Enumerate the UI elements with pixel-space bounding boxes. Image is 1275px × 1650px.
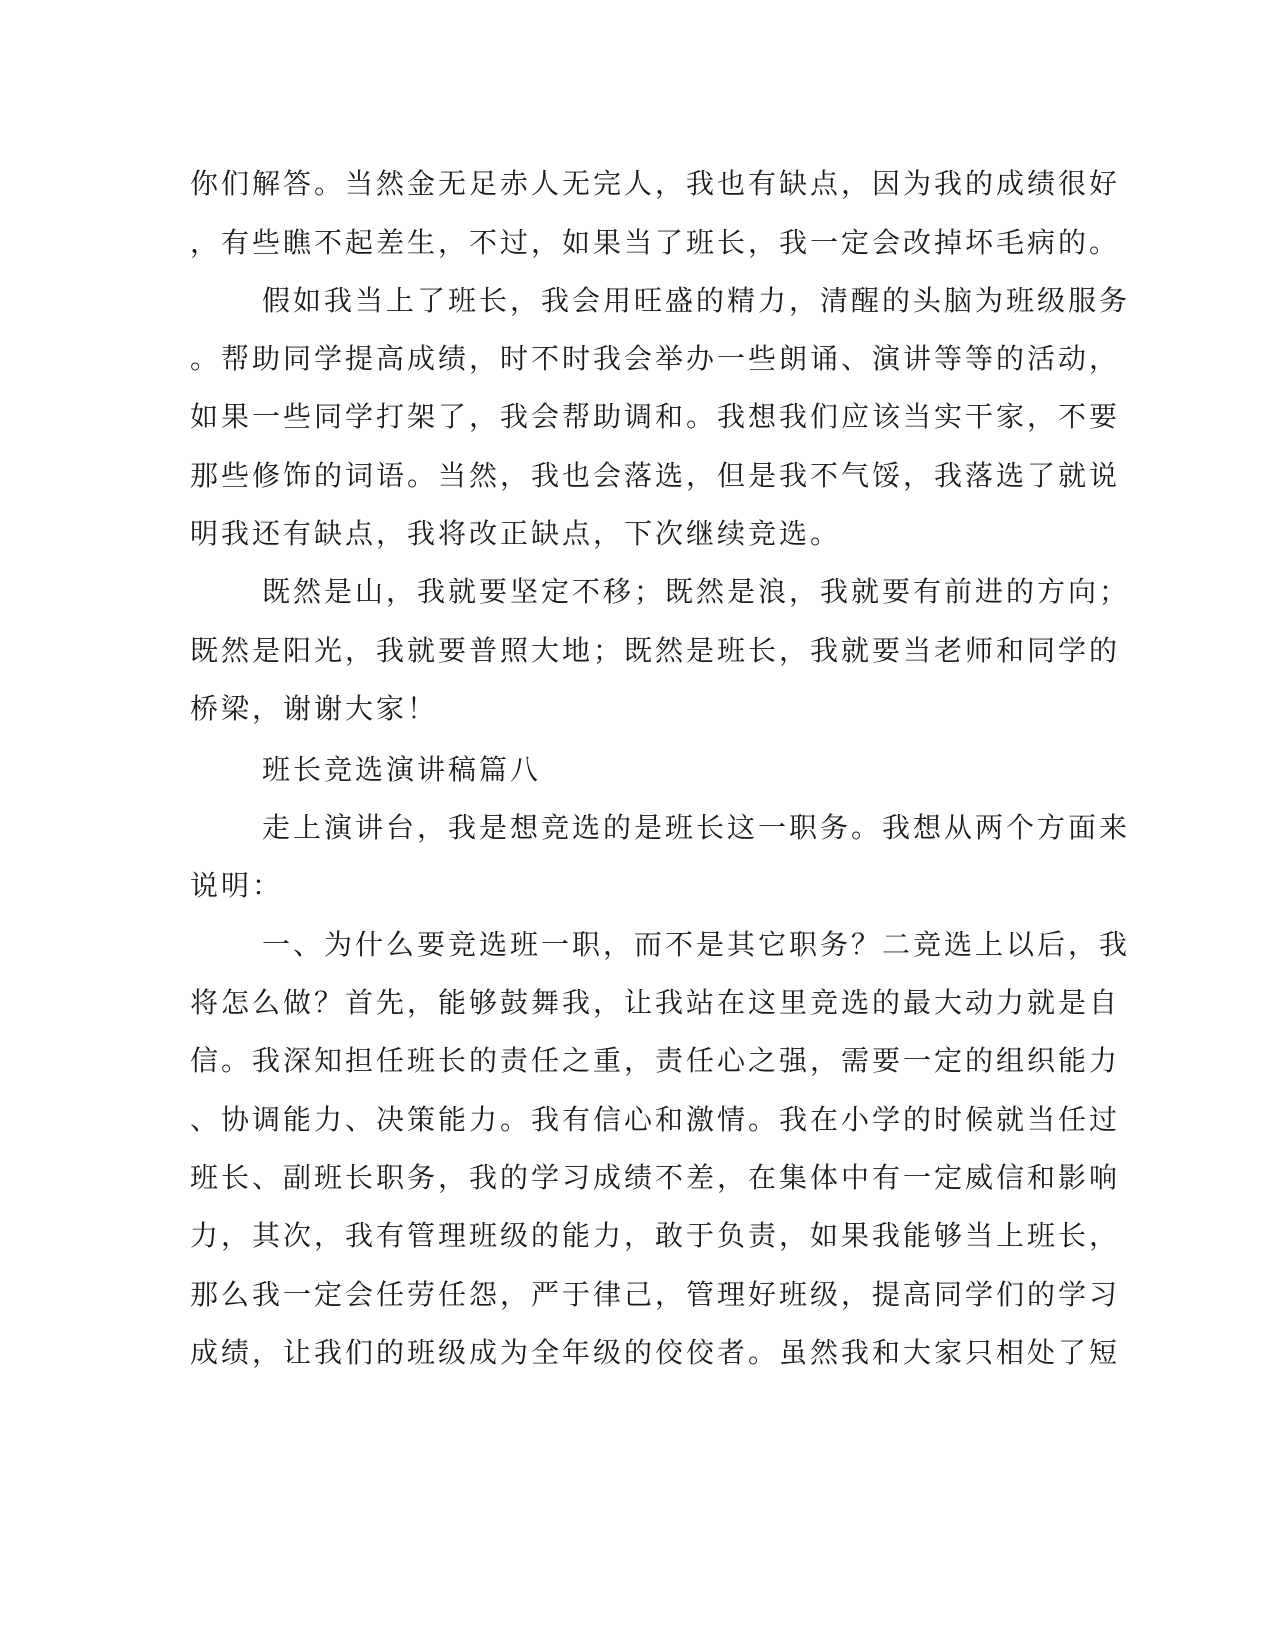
text-line: 、协调能力、决策能力。我有信心和激情。我在小学的时候就当任过	[190, 1103, 1121, 1136]
text-line: 那些修饰的词语。当然，我也会落选，但是我不气馁，我落选了就说	[190, 459, 1121, 492]
text-line: 将怎么做？首先，能够鼓舞我，让我站在这里竞选的最大动力就是自	[190, 986, 1121, 1019]
paragraph-line: 假如我当上了班长，我会用旺盛的精力，清醒的头脑为班级服务	[262, 284, 1131, 317]
text-line: 成绩，让我们的班级成为全年级的佼佼者。虽然我和大家只相处了短	[190, 1336, 1121, 1369]
text-line: 信。我深知担任班长的责任之重，责任心之强，需要一定的组织能力	[190, 1044, 1121, 1077]
text-line: 明我还有缺点，我将改正缺点，下次继续竞选。	[190, 517, 842, 550]
text-line: 。帮助同学提高成绩，时不时我会举办一些朗诵、演讲等等的活动，	[190, 342, 1121, 375]
paragraph-line: 走上演讲台，我是想竞选的是班长这一职务。我想从两个方面来	[262, 811, 1131, 844]
paragraph-line: 一、为什么要竞选班一职，而不是其它职务？二竞选上以后，我	[262, 928, 1131, 961]
text-line: 如果一些同学打架了，我会帮助调和。我想我们应该当实干家，不要	[190, 400, 1121, 433]
text-line: 说明：	[190, 869, 284, 902]
text-line: 你们解答。当然金无足赤人无完人，我也有缺点，因为我的成绩很好	[190, 167, 1121, 200]
text-line: 那么我一定会任劳任怨，严于律己，管理好班级，提高同学们的学习	[190, 1278, 1121, 1311]
text-line: 班长、副班长职务，我的学习成绩不差，在集体中有一定威信和影响	[190, 1161, 1121, 1194]
section-heading: 班长竞选演讲稿篇八	[262, 753, 542, 786]
paragraph-line: 既然是山，我就要坚定不移；既然是浪，我就要有前进的方向；	[262, 575, 1131, 608]
text-line: 桥梁，谢谢大家！	[190, 692, 439, 725]
text-line: 力，其次，我有管理班级的能力，敢于负责，如果我能够当上班长，	[190, 1219, 1121, 1252]
text-line: 既然是阳光，我就要普照大地；既然是班长，我就要当老师和同学的	[190, 634, 1121, 667]
text-line: ，有些瞧不起差生，不过，如果当了班长，我一定会改掉坏毛病的。	[190, 226, 1121, 259]
